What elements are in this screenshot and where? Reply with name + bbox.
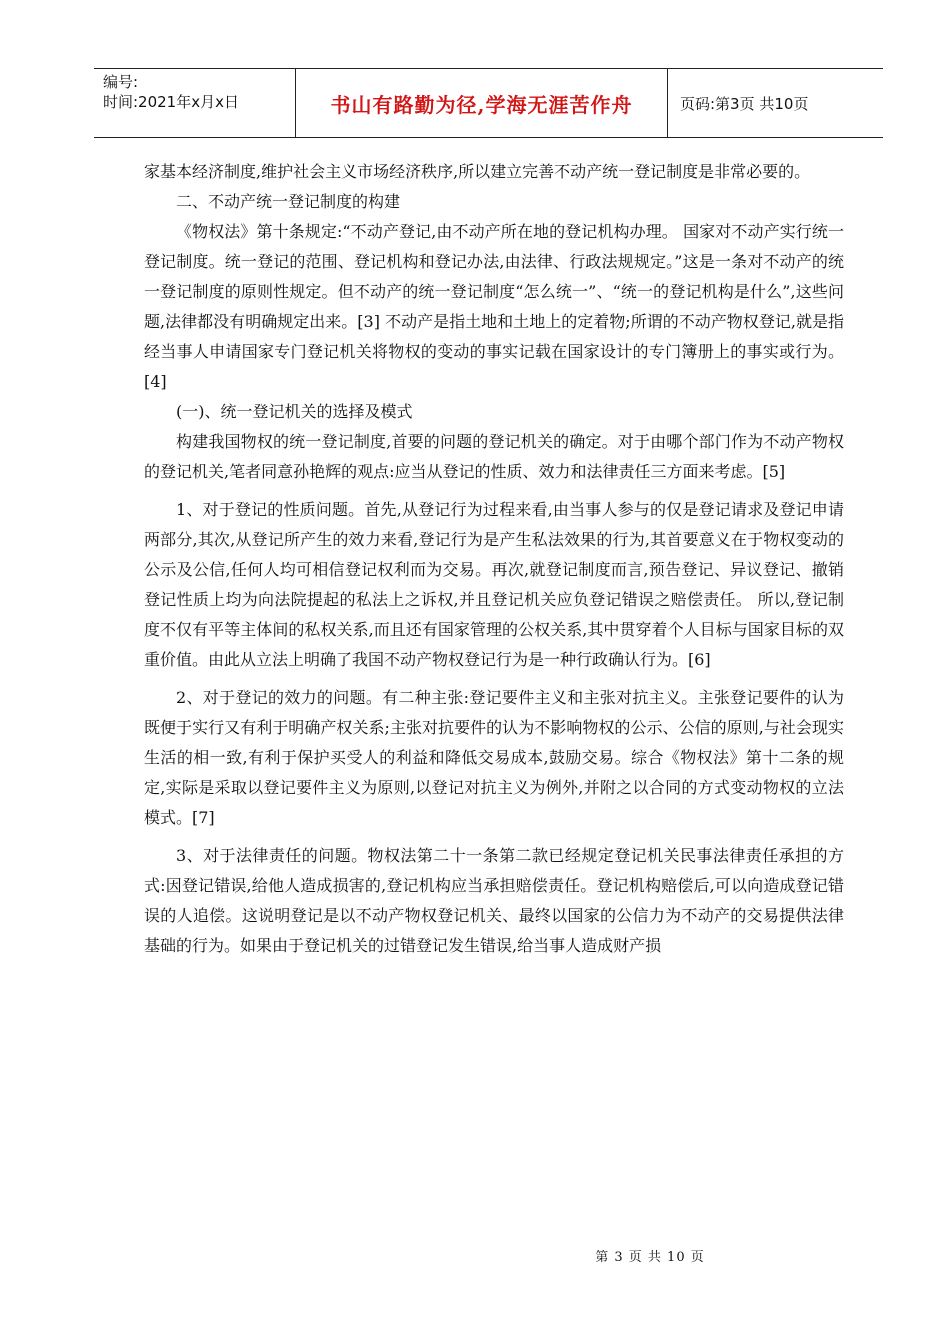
number-label: 编号: xyxy=(103,73,139,91)
header-motto: 书山有路勤为径,学海无涯苦作舟 xyxy=(296,69,668,137)
paragraph: 《物权法》第十条规定:“不动产登记,由不动产所在地的登记机构办理。 国家对不动产实行统一登记制度。统一登记的范围、登记机构和登记办法,由法律、行政法规规定。”这是一条对不动产的统一登记制度的原则性规定。但不动产的统一登记制度“怎么统一”、“统一的登记机构是什么”,这些问题,法律都没有明确规定出来。[3] 不动产是指土地和土地上的定着物;所谓的不动产物权登记,就是指经当事人申请国家专门登记机关将物权的变动的事实记载在国家设计的专门簿册上的事实或行为。[4] xyxy=(144,222,844,391)
document-body xyxy=(144,157,844,961)
paragraph: 家基本经济制度,维护社会主义市场经济秩序,所以建立完善不动产统一登记制度是非常必要的。 xyxy=(144,162,811,181)
header-page-code: 页码:第3页 共10页 xyxy=(680,94,809,113)
time-label: 时间:2021年x月x日 xyxy=(103,93,239,111)
page-footer: 第 3 页 共 10 页 xyxy=(595,1250,705,1265)
paragraph: 1、对于登记的性质问题。首先,从登记行为过程来看,由当事人参与的仅是登记请求及登记申请两部分,其次,从登记所产生的效力来看,登记行为是产生私法效果的行为,其首要意义在于物权变动的公示及公信,任何人均可相信登记权利而为交易。再次,就登记制度而言,预告登记、异议登记、撤销登记性质上均为向法院提起的私法上之诉权,并且登记机关应负登记错误之赔偿责任。 所以,登记制度不仅有平等主体间的私权关系,而且还有国家管理的公权关系,其中贯穿着个人目标与国家目标的双重价值。由此从立法上明确了我国不动产物权登记行为是一种行政确认行为。[6] xyxy=(144,500,844,669)
page-header xyxy=(94,68,883,138)
paragraph: 构建我国物权的统一登记制度,首要的问题的登记机关的确定。对于由哪个部门作为不动产物权的登记机关,笔者同意孙艳辉的观点:应当从登记的性质、效力和法律责任三方面来考虑。[5] xyxy=(144,432,844,481)
section-heading: 二、不动产统一登记制度的构建 xyxy=(176,192,401,211)
paragraph: 2、对于登记的效力的问题。有二种主张:登记要件主义和主张对抗主义。主张登记要件的认为既便于实行又有利于明确产权关系;主张对抗要件的认为不影响物权的公示、公信的原则,与社会现实生活的相一致,有利于保护买受人的利益和降低交易成本,鼓励交易。综合《物权法》第十二条的规定,实际是采取以登记要件主义为原则,以登记对抗主义为例外,并附之以合同的方式变动物权的立法模式。[7] xyxy=(144,688,844,827)
header-meta xyxy=(94,69,296,137)
subsection-heading: (一)、统一登记机关的选择及模式 xyxy=(176,402,413,421)
paragraph: 3、对于法律责任的问题。物权法第二十一条第二款已经规定登记机关民事法律责任承担的方式:因登记错误,给他人造成损害的,登记机构应当承担赔偿责任。登记机构赔偿后,可以向造成登记错误的人追偿。这说明登记是以不动产物权登记机关、最终以国家的公信力为不动产的交易提供法律基础的行为。如果由于登记机关的过错登记发生错误,给当事人造成财产损 xyxy=(144,846,844,955)
